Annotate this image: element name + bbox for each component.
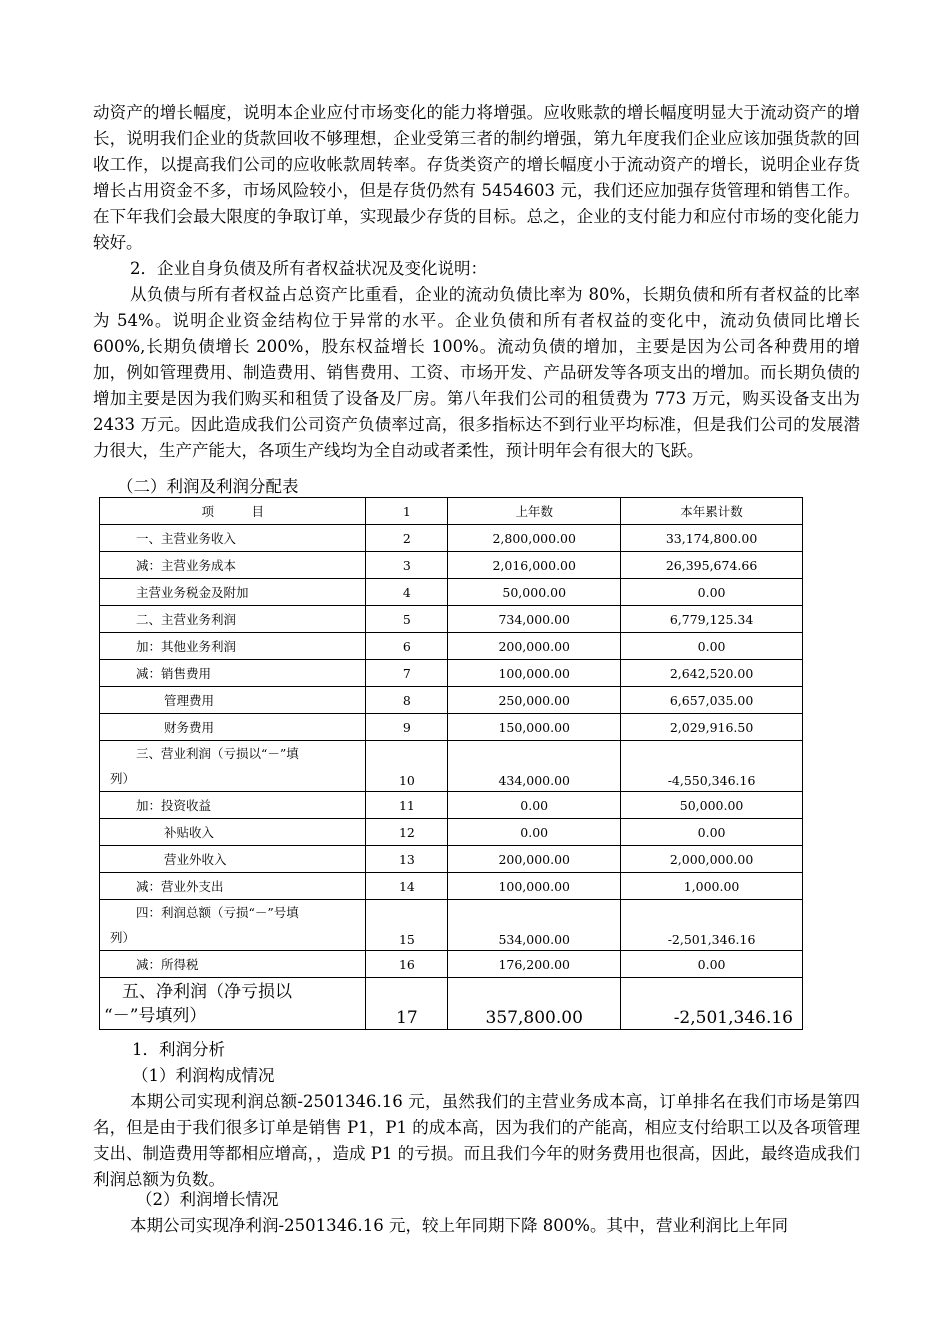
profit-table [99,497,803,1030]
row-current-value: 50,000.00 [621,792,803,819]
row-previous-value: 200,000.00 [448,633,621,660]
row-number: 4 [366,579,448,606]
row-current-value: 2,000,000.00 [621,846,803,873]
table-row [100,552,803,579]
table-title: （二）利润及利润分配表 [117,477,299,496]
row-current-value: -2,501,346.16 [621,978,803,1030]
header-item: 项 目 [100,498,366,525]
row-previous-value: 2,800,000.00 [448,525,621,552]
row-item: 补贴收入 [100,819,366,846]
row-previous-value: 534,000.00 [448,900,621,951]
row-item-line-1: 四：利润总额（亏损“－”号填 [136,905,299,920]
row-item: 一、主营业务收入 [100,525,366,552]
row-previous-value: 50,000.00 [448,579,621,606]
row-previous-value: 176,200.00 [448,951,621,978]
table-row [100,714,803,741]
table-row [100,900,803,951]
row-current-value: 0.00 [621,819,803,846]
table-row [100,873,803,900]
paragraph-asset-analysis: 动资产的增长幅度，说明本企业应付市场变化的能力将增强。应收账款的增长幅度明显大于流动资产的增长，说明我们企业的货款回收不够理想，企业受第三者的制约增强，第九年度我们企业应该加强货款的回收工作，以提高我们公司的应收帐款周转率。存货类资产的增长幅度小于流动资产的增长，说明企业存货增长占用资金不多，市场风险较小，但是存货仍然有 5454603 元，我们还应加强存货管理和销售工作。在下年我们会最大限度的争取订单，实现最少存货的目标。总之，企业的支付能力和应付市场的变化能力较好。 [93,103,860,252]
row-item: 减：营业外支出 [100,873,366,900]
row-item: 加：其他业务利润 [100,633,366,660]
row-item: 二、主营业务利润 [100,606,366,633]
paragraph-liabilities: 从负债与所有者权益占总资产比重看，企业的流动负债比率为 80%，长期负债和所有者权益的比率为 54%。说明企业资金结构位于异常的水平。企业负债和所有者权益的变化中，流动负债同比增长 600%,长期负债增长 200%，股东权益增长 100%。流动负债的增加，主要是因为公司各种费用的增加，例如管理费用、制造费用、销售费用、工资、市场开发、产品研发等各项支出的增加。而长期负债的增加主要是因为我们购买和租赁了设备及厂房。第八年我们公司的租赁费为 773 万元，购买设备支出为 2433 万元。因此造成我们公司资产负债率过高，很多指标达不到行业平均标准，但是我们公司的发展潜力很大，生产产能大，各项生产线均为全自动或者柔性，预计明年会有很大的飞跃。 [93,285,860,460]
table-row [100,579,803,606]
paragraph-profit-growth: 本期公司实现净利润-2501346.16 元，较上年同期下降 800%。其中，营业利润比上年同 [130,1216,788,1235]
row-number: 15 [366,900,448,951]
row-current-value: 26,395,674.66 [621,552,803,579]
row-number: 8 [366,687,448,714]
row-previous-value: 100,000.00 [448,873,621,900]
row-item-line-2: 列） [110,930,136,945]
row-item: 营业外收入 [100,846,366,873]
row-item-line-2: “－”号填列） [104,1005,207,1026]
heading-profit-analysis: 1．利润分析 [132,1040,225,1059]
row-previous-value: 2,016,000.00 [448,552,621,579]
row-previous-value: 200,000.00 [448,846,621,873]
row-previous-value: 0.00 [448,819,621,846]
row-item: 减：销售费用 [100,660,366,687]
row-number: 3 [366,552,448,579]
row-current-value: 0.00 [621,951,803,978]
row-item [100,900,366,951]
table-row [100,846,803,873]
row-previous-value: 0.00 [448,792,621,819]
row-previous-value: 250,000.00 [448,687,621,714]
row-current-value: 2,029,916.50 [621,714,803,741]
row-item [100,978,366,1030]
row-current-value: 6,779,125.34 [621,606,803,633]
table-row [100,687,803,714]
table-row-net-profit [100,978,803,1030]
table-row [100,525,803,552]
row-number: 6 [366,633,448,660]
paragraph-profit-composition: 本期公司实现利润总额-2501346.16 元，虽然我们的主营业务成本高，订单排名在我们市场是第四名，但是由于我们很多订单是销售 P1，P1 的成本高，因为我们的产能高，相应支付给职工以及各项管理支出、制造费用等都相应增高，，造成 P1 的亏损。而且我们今年的财务费用也很高，因此，最终造成我们利润总额为负数。 [93,1092,860,1189]
row-item-line-1: 五、净利润（净亏损以 [122,981,292,1002]
row-current-value: 2,642,520.00 [621,660,803,687]
row-number: 17 [366,978,448,1030]
header-current-year: 本年累计数 [621,498,803,525]
row-current-value: 6,657,035.00 [621,687,803,714]
row-number: 14 [366,873,448,900]
row-item: 减：所得税 [100,951,366,978]
heading-liabilities: 2．企业自身负债及所有者权益状况及变化说明： [130,259,487,278]
row-number: 11 [366,792,448,819]
row-number: 9 [366,714,448,741]
table-header-row [100,498,803,525]
row-item: 财务费用 [100,714,366,741]
row-number: 7 [366,660,448,687]
row-item-line-2: 列） [110,771,136,786]
row-current-value: 0.00 [621,579,803,606]
row-item: 减：主营业务成本 [100,552,366,579]
row-number: 16 [366,951,448,978]
row-item: 管理费用 [100,687,366,714]
row-previous-value: 434,000.00 [448,741,621,792]
table-row [100,606,803,633]
table-row [100,951,803,978]
table-row [100,660,803,687]
row-number: 10 [366,741,448,792]
table-row [100,741,803,792]
table-row [100,819,803,846]
table-row [100,633,803,660]
row-number: 2 [366,525,448,552]
row-item-line-1: 三、营业利润（亏损以“－”填 [136,746,299,761]
row-item: 加：投资收益 [100,792,366,819]
row-previous-value: 150,000.00 [448,714,621,741]
header-previous-year: 上年数 [448,498,621,525]
row-number: 13 [366,846,448,873]
header-row-number: 1 [366,498,448,525]
row-previous-value: 100,000.00 [448,660,621,687]
row-previous-value: 357,800.00 [448,978,621,1030]
row-current-value: -2,501,346.16 [621,900,803,951]
row-previous-value: 734,000.00 [448,606,621,633]
row-item: 主营业务税金及附加 [100,579,366,606]
row-current-value: 1,000.00 [621,873,803,900]
row-number: 5 [366,606,448,633]
heading-profit-composition: （1）利润构成情况 [132,1066,275,1085]
row-current-value: 0.00 [621,633,803,660]
row-item [100,741,366,792]
table-row [100,792,803,819]
row-current-value: 33,174,800.00 [621,525,803,552]
row-number: 12 [366,819,448,846]
heading-profit-growth: （2）利润增长情况 [136,1190,279,1209]
row-current-value: -4,550,346.16 [621,741,803,792]
